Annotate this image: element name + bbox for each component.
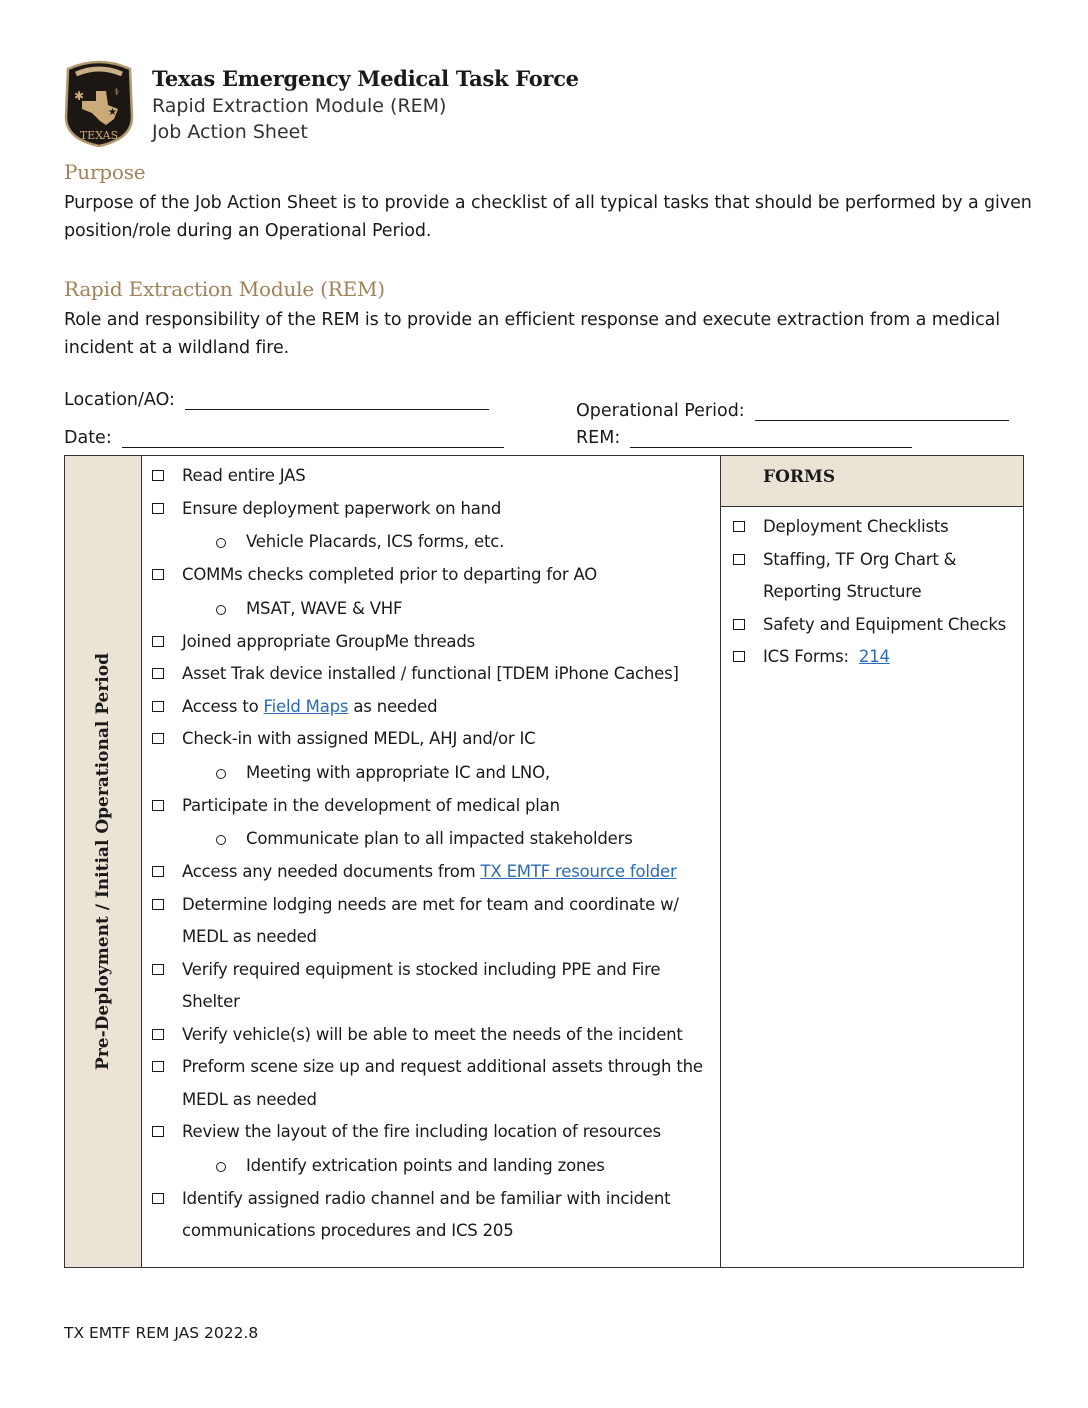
checklist-subitem	[152, 525, 710, 559]
checkbox-icon[interactable]	[152, 733, 164, 744]
checklist-item-text: COMMs checks completed prior to departing for AO	[182, 565, 598, 584]
checklist-item	[733, 511, 1013, 544]
rem-text: Role and responsibility of the REM is to provide an efficient response and execute extraction from a medical incident at a wildland fire.	[64, 310, 1001, 358]
checkbox-icon[interactable]	[152, 964, 164, 975]
rem-heading: Rapid Extraction Module (REM)	[64, 277, 385, 301]
checklist-item	[152, 954, 710, 1019]
item-link[interactable]: TX EMTF resource folder	[480, 862, 677, 881]
bullet-circle-icon	[216, 605, 226, 615]
checklist-item-text: Ensure deployment paperwork on hand	[182, 498, 502, 518]
location-label: Location/AO:	[64, 390, 175, 410]
operational-period-label: Operational Period:	[576, 401, 745, 421]
phase-label: Pre-Deployment / Initial Operational Period	[93, 653, 113, 1070]
forms-heading: FORMS	[721, 456, 1023, 507]
bullet-circle-icon	[216, 769, 226, 779]
checklist-item	[152, 1019, 710, 1052]
operational-period-input-line[interactable]	[755, 402, 1009, 421]
checkbox-icon[interactable]	[152, 1126, 164, 1137]
item-link[interactable]: 214	[858, 647, 890, 666]
task-list	[152, 460, 710, 1248]
checklist-item	[733, 641, 1013, 674]
operational-period-field[interactable]	[576, 401, 1009, 421]
location-input-line[interactable]	[185, 391, 489, 410]
checklist-item-text: Staffing, TF Org Chart & Reporting Structure	[763, 549, 957, 601]
checklist-item-text: Check-in with assigned MEDL, AHJ and/or IC	[182, 729, 536, 748]
checkbox-icon[interactable]	[152, 899, 164, 910]
phase-column	[65, 456, 142, 1268]
checkbox-icon[interactable]	[152, 636, 164, 647]
item-text-prefix: Access any needed documents from	[182, 862, 481, 881]
checkbox-icon[interactable]	[152, 866, 164, 877]
checklist-item	[152, 790, 710, 823]
checklist-item-text: Verify required equipment is stocked including PPE and Fire Shelter	[182, 959, 661, 1011]
checklist-item-text: Read entire JAS	[182, 466, 306, 485]
checklist-item-text: Determine lodging needs are met for team and coordinate w/ MEDL as needed	[182, 894, 679, 946]
purpose-heading: Purpose	[64, 160, 146, 184]
job-action-table	[64, 455, 1024, 1268]
checklist-item	[152, 460, 710, 493]
checkbox-icon[interactable]	[152, 668, 164, 679]
checklist-item	[152, 723, 710, 756]
checklist-item-text	[182, 856, 677, 889]
forms-column	[721, 456, 1024, 1268]
rem-label: REM:	[576, 428, 621, 448]
checklist-item	[152, 856, 710, 889]
rem-field[interactable]	[576, 428, 912, 448]
checklist-subitem	[152, 756, 710, 790]
checklist-item	[733, 544, 1013, 609]
bullet-circle-icon	[216, 1162, 226, 1172]
item-text-suffix: as needed	[348, 696, 438, 716]
svg-text:★: ★	[108, 107, 117, 118]
checklist-subitem-text: Vehicle Placards, ICS forms, etc.	[246, 532, 505, 551]
checkbox-icon[interactable]	[152, 1029, 164, 1040]
item-text-prefix: ICS Forms:	[763, 647, 859, 666]
checkbox-icon[interactable]	[152, 800, 164, 811]
checklist-item-text	[182, 691, 437, 724]
emtf-texas-badge-icon	[62, 55, 136, 147]
date-label: Date:	[64, 428, 112, 448]
checklist-item-text: Verify vehicle(s) will be able to meet the needs of the incident	[182, 1024, 683, 1044]
checkbox-icon[interactable]	[152, 569, 164, 580]
checkbox-icon[interactable]	[152, 1193, 164, 1204]
date-field[interactable]	[64, 428, 504, 448]
checklist-subitem-text: Identify extrication points and landing zones	[246, 1155, 605, 1175]
footer-doc-id: TX EMTF REM JAS 2022.8	[64, 1324, 259, 1342]
checklist-subitem	[152, 592, 710, 626]
item-text-prefix: Access to	[182, 696, 264, 716]
checklist-subitem-text: Communicate plan to all impacted stakeholders	[246, 829, 633, 848]
checkbox-icon[interactable]	[733, 521, 745, 532]
checklist-subitem-text: Meeting with appropriate IC and LNO,	[246, 762, 550, 782]
location-field[interactable]	[64, 390, 489, 410]
checklist-item-text: Asset Trak device installed / functional [TDEM iPhone Caches]	[182, 664, 679, 683]
checklist-subitem	[152, 1149, 710, 1183]
doc-type: Job Action Sheet	[152, 121, 308, 143]
date-input-line[interactable]	[122, 429, 504, 448]
checklist-item	[152, 1051, 710, 1116]
checkbox-icon[interactable]	[733, 554, 745, 565]
checklist-item-text: Deployment Checklists	[763, 517, 949, 536]
checklist-subitem	[152, 822, 710, 856]
checklist-item	[152, 691, 710, 724]
checkbox-icon[interactable]	[152, 470, 164, 481]
item-link[interactable]: Field Maps	[263, 696, 349, 716]
checklist-subitem-text: MSAT, WAVE & VHF	[246, 598, 403, 618]
checkbox-icon[interactable]	[733, 651, 745, 662]
forms-list	[721, 507, 1023, 674]
checkbox-icon[interactable]	[733, 619, 745, 630]
checklist-item	[152, 626, 710, 659]
rem-input-line[interactable]	[630, 429, 912, 448]
svg-text:TEXAS: TEXAS	[79, 129, 119, 142]
checklist-item	[152, 889, 710, 954]
checklist-item	[152, 559, 710, 592]
checkbox-icon[interactable]	[152, 1061, 164, 1072]
bullet-circle-icon	[216, 538, 226, 548]
checklist-item	[152, 1116, 710, 1149]
checklist-item	[152, 658, 710, 691]
svg-text:✱: ✱	[74, 89, 85, 103]
checklist-item-text: Review the layout of the fire including location of resources	[182, 1122, 661, 1141]
checkbox-icon[interactable]	[152, 503, 164, 514]
checklist-item	[733, 609, 1013, 642]
checklist-item	[152, 1183, 710, 1248]
tasks-column	[142, 456, 721, 1268]
purpose-text: Purpose of the Job Action Sheet is to provide a checklist of all typical tasks that should be performed by a given position/role during an Operational Period.	[64, 193, 1032, 241]
checklist-item-text	[763, 641, 890, 674]
svg-text:⚕: ⚕	[114, 87, 120, 98]
checklist-item-text: Preform scene size up and request additional assets through the MEDL as needed	[182, 1057, 703, 1109]
checklist-item-text: Identify assigned radio channel and be familiar with incident communications procedures and ICS 205	[182, 1188, 671, 1240]
org-title: Texas Emergency Medical Task Force	[152, 66, 579, 91]
checklist-item	[152, 493, 710, 526]
checklist-item-text: Joined appropriate GroupMe threads	[182, 631, 476, 651]
checklist-item-text: Participate in the development of medical plan	[182, 795, 560, 815]
checklist-item-text: Safety and Equipment Checks	[763, 614, 1007, 634]
emtf-logo	[62, 55, 136, 147]
checkbox-icon[interactable]	[152, 701, 164, 712]
bullet-circle-icon	[216, 835, 226, 845]
module-title: Rapid Extraction Module (REM)	[152, 95, 447, 117]
